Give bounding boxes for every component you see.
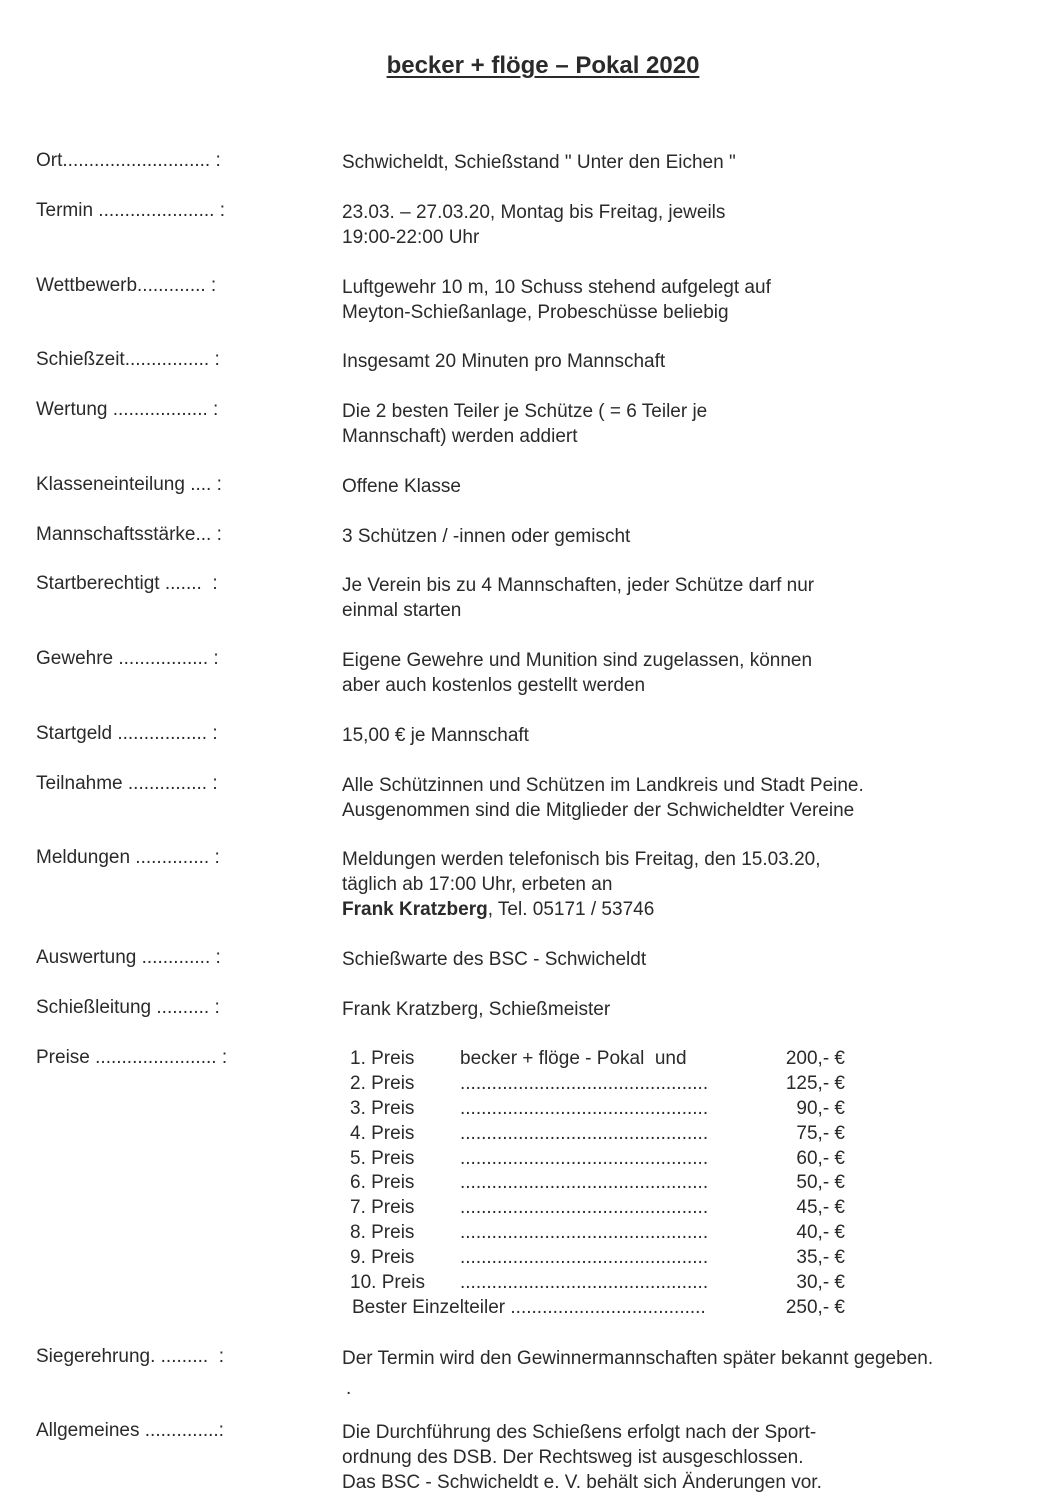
prize-rank: 9. Preis <box>350 1247 415 1269</box>
prize-desc: ............................................... <box>460 1272 709 1294</box>
row-label: Klasseneinteilung .... : <box>36 474 222 495</box>
row-label: Schießleitung .......... : <box>36 997 220 1018</box>
row-value: Luftgewehr 10 m, 10 Schuss stehend aufgelegt auf Meyton-Schießanlage, Probeschüsse beliebig <box>342 277 771 323</box>
best-single-amount: 250,- € <box>785 1296 845 1318</box>
prize-row <box>350 1246 850 1271</box>
prize-desc: ............................................... <box>460 1172 709 1194</box>
prize-rank: 3. Preis <box>350 1097 415 1119</box>
contact-phone: , Tel. 05171 / 53746 <box>487 899 655 920</box>
prize-row <box>350 1271 850 1296</box>
row-label: Ort............................ : <box>36 150 221 171</box>
row-label: Schießzeit................ : <box>36 349 220 370</box>
row-label: Wettbewerb............. : <box>36 275 217 296</box>
row-label: Teilnahme ............... : <box>36 773 218 794</box>
row-value: Die Durchführung des Schießens erfolgt nach der Sport- ordnung des DSB. Der Rechtsweg ist ausgeschlossen. Das BSC - Schwicheldt e. V. behält sich Änderungen vor. <box>342 1422 822 1493</box>
row-value: Die 2 besten Teiler je Schütze ( = 6 Teiler je Mannschaft) werden addiert <box>342 401 708 447</box>
row-label: Wertung .................. : <box>36 399 219 420</box>
prize-amount: 60,- € <box>796 1147 845 1169</box>
row-value: 3 Schützen / -innen oder gemischt <box>342 526 631 547</box>
prize-desc: ............................................... <box>460 1122 709 1144</box>
row-label: Startgeld ................. : <box>36 723 218 744</box>
row-value: Schießwarte des BSC - Schwicheldt <box>342 949 647 970</box>
row-label: Startberechtigt ....... : <box>36 573 218 594</box>
best-single-row <box>350 1296 850 1321</box>
prize-row <box>350 1097 850 1122</box>
prize-rank: 10. Preis <box>350 1272 425 1294</box>
prize-amount: 50,- € <box>796 1172 845 1194</box>
prize-row <box>350 1122 850 1147</box>
row-label: Preise ....................... : <box>36 1047 228 1068</box>
prize-row <box>350 1072 850 1097</box>
prize-amount: 125,- € <box>785 1072 845 1094</box>
document-title: becker + flöge – Pokal 2020 <box>386 52 700 79</box>
row-value: Je Verein bis zu 4 Mannschaften, jeder Schütze darf nur einmal starten <box>342 575 815 621</box>
prize-row <box>350 1171 850 1196</box>
prize-row <box>350 1196 850 1221</box>
row-label: Allgemeines ..............: <box>36 1420 224 1441</box>
row-label: Mannschaftsstärke... : <box>36 524 222 545</box>
meldungen-text: Meldungen werden telefonisch bis Freitag, den 15.03.20, täglich ab 17:00 Uhr, erbeten an <box>342 849 821 895</box>
prize-amount: 30,- € <box>796 1272 845 1294</box>
prize-amount: 200,- € <box>785 1048 845 1069</box>
stray-dot: . <box>346 1378 352 1399</box>
row-value: 15,00 € je Mannschaft <box>342 725 529 746</box>
row-label: Gewehre ................. : <box>36 648 219 669</box>
prize-amount: 35,- € <box>796 1247 845 1269</box>
row-value <box>342 847 820 922</box>
row-value: Insgesamt 20 Minuten pro Mannschaft <box>342 351 666 372</box>
prize-rank: 2. Preis <box>350 1072 415 1094</box>
row-value: 23.03. – 27.03.20, Montag bis Freitag, jeweils 19:00-22:00 Uhr <box>342 202 726 248</box>
prize-amount: 45,- € <box>796 1197 845 1219</box>
prize-row <box>350 1147 850 1172</box>
row-label: Siegerehrung. ......... : <box>36 1346 224 1367</box>
row-value: Eigene Gewehre und Munition sind zugelassen, können aber auch kostenlos gestellt werden <box>342 650 813 696</box>
row-value: Frank Kratzberg, Schießmeister <box>342 999 611 1020</box>
row-value: Alle Schützinnen und Schützen im Landkreis und Stadt Peine. Ausgenommen sind die Mitglieder der Schwicheldter Vereine <box>342 775 864 821</box>
row-value: Schwicheldt, Schießstand " Unter den Eichen " <box>342 152 736 173</box>
prize-row <box>350 1047 850 1072</box>
prize-rank: 7. Preis <box>350 1197 415 1219</box>
prize-rank: 4. Preis <box>350 1122 415 1144</box>
prize-desc: ............................................... <box>460 1147 709 1169</box>
prize-rank: 5. Preis <box>350 1147 415 1169</box>
prize-rank: 1. Preis <box>350 1048 415 1069</box>
prize-amount: 75,- € <box>796 1122 845 1144</box>
prize-rank: 6. Preis <box>350 1172 415 1194</box>
best-single-label: Bester Einzelteiler ..................................... <box>352 1296 706 1318</box>
prize-rank: 8. Preis <box>350 1222 415 1244</box>
row-label: Meldungen .............. : <box>36 847 220 868</box>
prize-desc: ............................................... <box>460 1247 709 1269</box>
prize-amount: 40,- € <box>796 1222 845 1244</box>
prize-list <box>350 1047 850 1321</box>
prize-desc: ............................................... <box>460 1072 709 1094</box>
row-label: Auswertung ............. : <box>36 947 221 968</box>
prize-desc: ............................................... <box>460 1197 709 1219</box>
prize-row <box>350 1221 850 1246</box>
row-value: Offene Klasse <box>342 476 462 497</box>
row-label: Termin ...................... : <box>36 200 225 221</box>
prize-desc: becker + flöge - Pokal und <box>460 1048 687 1069</box>
prize-desc: ............................................... <box>460 1097 709 1119</box>
contact-name: Frank Kratzberg <box>342 899 488 920</box>
prize-amount: 90,- € <box>796 1097 845 1119</box>
prize-desc: ............................................... <box>460 1222 709 1244</box>
row-value: Der Termin wird den Gewinnermannschaften später bekannt gegeben. <box>342 1348 934 1369</box>
